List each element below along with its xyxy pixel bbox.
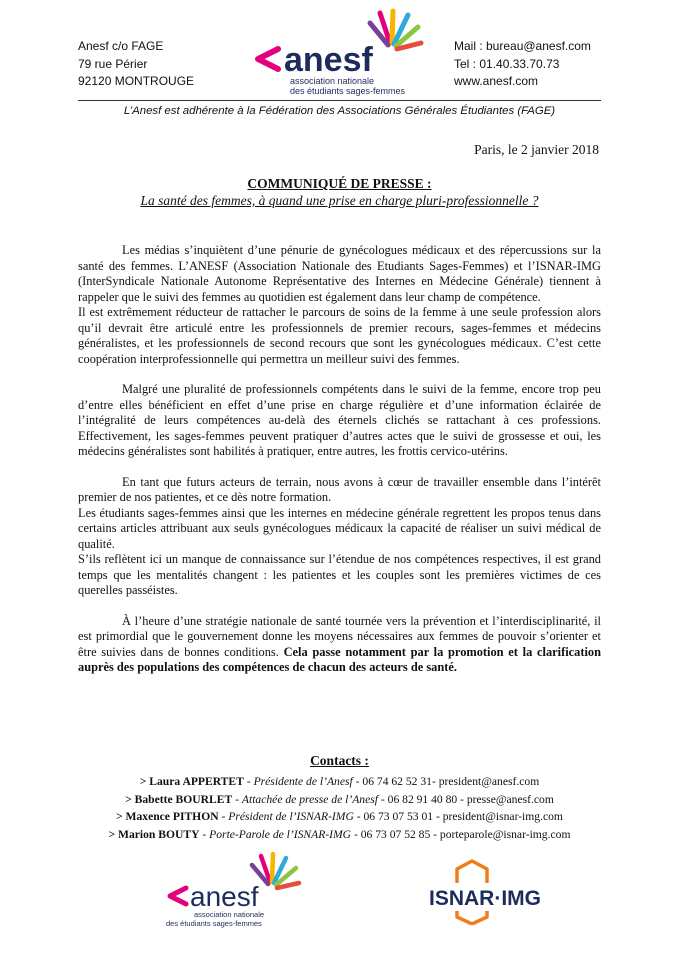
document-subtitle: La santé des femmes, à quand une prise en charge pluri-professionnelle ? — [140, 193, 539, 208]
contact-details: - 06 73 07 53 01 - president@isnar-img.com — [356, 810, 563, 824]
header-divider — [78, 100, 601, 101]
contact-line: > Babette BOURLET - Attachée de presse de l’Anesf - 06 82 91 40 80 - presse@anesf.com — [125, 792, 554, 806]
logo-burst-icon — [252, 854, 299, 888]
logo-tagline: association nationale — [194, 910, 265, 919]
contact-role: Présidente de l’Anesf — [253, 774, 353, 788]
isnar-wordmark: ISNAR·IMG — [429, 887, 541, 910]
logo-tagline: des étudiants sages-femmes — [166, 919, 262, 928]
paragraph: Il est extrêmement réducteur de rattacher le parcours de soins de la femme à une seule profession alors qu’il devrait être articulé entre les professionnels de premier recours, sages-femmes et médecins généralistes, et les professionnels de second recours que sont les gynécologues médicaux. C’est cette coopération interprofessionnelle qui permettra un meilleur suivi des femmes. — [78, 305, 601, 366]
contact-name: > Laura APPERTET — [139, 774, 244, 788]
logo-wordmark: anesf — [190, 881, 259, 912]
contact-role: Attachée de presse de l’Anesf — [241, 792, 378, 806]
fage-membership-note: L’Anesf est adhérente à la Fédération des Associations Générales Étudiantes (FAGE) — [123, 105, 556, 117]
contact-details: - 06 73 07 52 85 - porteparole@isnar-img.com — [353, 828, 571, 842]
contact-line: > Laura APPERTET - Présidente de l’Anesf - 06 74 62 52 31- president@anesf.com — [139, 774, 540, 788]
contact-name: > Babette BOURLET — [125, 792, 233, 806]
sender-contact — [454, 38, 591, 91]
document-title: COMMUNIQUÉ DE PRESSE : — [247, 176, 432, 191]
paragraph-emphasis: Cela passe notamment par la promotion et la clarification auprès des populations des compétences de chacun des acteurs de santé. — [78, 644, 601, 674]
logo-wordmark: anesf — [284, 41, 373, 79]
address-line: 92120 MONTROUGE — [78, 74, 195, 88]
contact-name: > Marion BOUTY — [108, 828, 200, 842]
contact-tel: Tel : 01.40.33.70.73 — [454, 56, 560, 71]
document-date: Paris, le 2 janvier 2018 — [474, 142, 599, 157]
contact-details: - 06 82 91 40 80 - presse@anesf.com — [380, 792, 554, 806]
paragraph-text: À l’heure d’une stratégie nationale de santé tournée vers la prévention et l’interdisciplinarité, il est primordial que le gouvernement donne les moyens nécessaires aux femmes de pouvoir s’orienter et être suivies dans de bonnes conditions. — [78, 613, 601, 659]
paragraph: S’ils reflètent ici un manque de connaissance sur l’étendue de nos compétences respectives, il est grand temps que les mentalités changent : les patientes et les couples sont les premières victimes de ces querelles passéistes. — [78, 552, 601, 597]
logo-tagline: association nationale — [290, 76, 375, 86]
press-release-body — [78, 243, 601, 676]
contact-role: Président de l’ISNAR-IMG — [228, 810, 354, 824]
anesf-logo — [240, 5, 430, 101]
contact-name: > Maxence PITHON — [116, 810, 219, 824]
contact-role: Porte-Parole de l’ISNAR-IMG — [209, 828, 352, 842]
anesf-logo-footer — [158, 850, 308, 930]
logo-chevron-icon — [170, 888, 186, 904]
paragraph — [78, 614, 601, 676]
contact-mail: Mail : bureau@anesf.com — [454, 39, 591, 53]
paragraph: Les étudiants sages-femmes ainsi que les internes en médecine générale regrettent les propos tenus dans certains articles attribuant aux seuls gynécologues médicaux la capacité de réaliser un suivi médical de qualité. — [78, 505, 601, 551]
contact-details: - 06 74 62 52 31- president@anesf.com — [355, 774, 540, 788]
logo-burst-icon — [370, 11, 421, 49]
isnar-img-logo — [405, 855, 565, 925]
logo-tagline: des étudiants sages-femmes — [290, 86, 406, 96]
contacts-section — [78, 752, 601, 844]
contacts-title: Contacts : — [310, 753, 369, 768]
logo-chevron-icon — [258, 49, 278, 69]
paragraph: Malgré une pluralité de professionnels compétents dans le suivi de la femme, encore trop peu d’entre elles bénéficient en effet d’une prise en charge régulière et d’une information éclairée de l’intégralité de leurs compétences au-delà des éternels clichés se rattachant à ces professions. Effectivement, les sages-femmes peuvent pratiquer d’autres actes que le suivi de grossesse et oui, les médecins généralistes sont habilités à pratiquer, entre autres, les frottis cervico-utérins. — [78, 382, 601, 458]
contact-web: www.anesf.com — [454, 74, 539, 88]
sender-address — [78, 38, 194, 91]
address-line: 79 rue Périer — [78, 56, 148, 71]
paragraph: Les médias s’inquiètent d’une pénurie de gynécologues médicaux et des répercussions sur la santé des femmes. L’ANESF (Association Nationale des Etudiants Sages-Femmes) et l’ISNAR-IMG (InterSyndicale Nationale Autonome Représentative des Internes en Médecine Générale) tiennent à rappeler que le suivi des femmes au quotidien est également dans leur champ de compétence. — [78, 243, 601, 304]
contact-line: > Maxence PITHON - Président de l’ISNAR-IMG - 06 73 07 53 01 - president@isnar-img.com — [116, 810, 563, 824]
paragraph: En tant que futurs acteurs de terrain, nous avons à cœur de travailler ensemble dans l’intérêt premier de nos patientes, et ce dès notre formation. — [78, 474, 601, 504]
contact-line: > Marion BOUTY - Porte-Parole de l’ISNAR-IMG - 06 73 07 52 85 - porteparole@isnar-img.com — [108, 828, 571, 842]
title-block — [78, 175, 601, 209]
address-line: Anesf c/o FAGE — [78, 39, 164, 53]
